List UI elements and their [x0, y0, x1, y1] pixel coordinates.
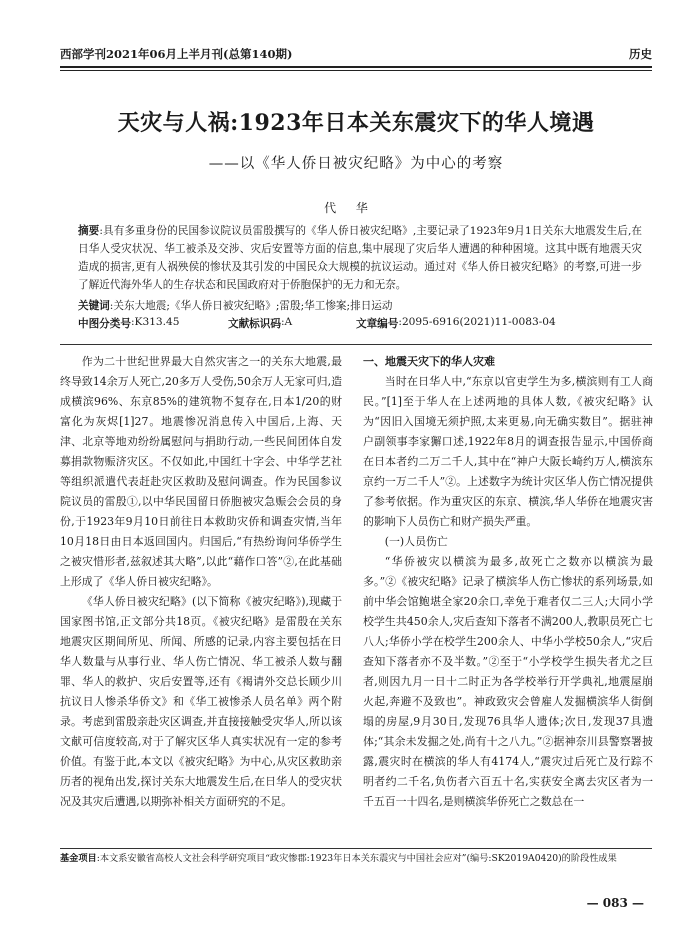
author-name: 代 华 [324, 201, 376, 215]
journal-header: 西部学刊2021年06月上半月刊(总第140期) [60, 47, 293, 61]
keywords [78, 297, 642, 315]
document-code [228, 316, 293, 331]
clc-label: 中图分类号 [78, 318, 131, 330]
funding-footnote [60, 851, 652, 867]
footnote-label: 基金项目 [60, 853, 97, 864]
body-paragraph: 《华人侨日被灾纪略》(以下简称《被灾纪略》),现藏于国家图书馆,正文部分共18页。《被灾纪略》是雷殷在关东地震灾区期间所见、所闻、所感的记录,内容主要包括在日华人数量与从事行业、华人伤亡情况、华工被杀人数与翻罪、华人的救护、灾后安置等,还有《褐请外交总长顾少川抗议日人惨杀华侨文》和《华工被惨杀人员名单》两个附录。考虑到雷殷亲赴灾区调查,并直接接触受灾华人,所以该文献可信度较高,对于了解灾区华人真实状况有一定的参考价值。有鉴于此,本文以《被灾纪略》为中心,从灾区救助亲历者的视角出发,探讨关东大地震发生后,在日华人的受灾状况及其灾后遭遇,以期弥补相关方面研究的不足。 [60, 595, 342, 808]
clc-value: :K313.45 [130, 316, 180, 328]
keywords-text: :关东大地震;《华人侨日被灾纪略》;雷殷;华工惨案;排日运动 [109, 300, 393, 312]
header-rule-thin [60, 70, 652, 71]
article-number [356, 316, 556, 331]
footnote-text: :本文系安徽省高校人文社会科学研究项目“政灾惨郡:1923年日本关东震灾与中国社会应对”(编号:SK2019A0420)的阶段性成果 [96, 853, 617, 864]
abstract-text: :具有多重身份的民国参议院议员雷殷撰写的《华人侨日被灾纪略》,主要记录了1923年9月1日关东大地震发生后,在日华人受灾状况、华工被杀及交涉、灾后安置等方面的信息,集中展现了灾后华人遭遇的种种困境。这其中既有地震天灾造成的损害,更有人祸殃侯的惨状及其引发的中国民众大规模的抗议运动。通过对《华人侨日被灾纪略》的考察,可进一步了解近代海外华人的生存状态和民国政府对于侨胞保护的无力和无奈。 [78, 225, 642, 291]
left-column [60, 352, 342, 812]
body-paragraph: “华侨被灾以横滨为最多,故死亡之数亦以横滨为最多。”②《被灾纪略》记录了横滨华人伤亡惨状的系列场景,如前中华会馆鲍堪全家20余口,幸免于难者仅二三人;大同小学校学生共450余人,灾后查知下落者不满200人,教职员死亡七八人;华侨小学在校学生200余人、中华小学校50余人,“灾后查知下落者亦不及半数。”②至于“小学校学生损失者尤之巨者,则因九月一日十二时正为各学校举行开学典礼,地震屋崩火起,奔避不及致也”。神政致灾会曾雇人发掘横滨华人街倒塌的房屋,9月30日,发现76具华人遗体;次日,发现37具遗体;“其余未发掘之处,尚有十之八九。”②据神奈川县警察署披露,震灾时在横滨的华人有4174人,“震灾过后死亡及行踪不明者约二千名,负伤者六百五十名,实获安全离去灾区者为一千五百一十四名,是则横滨华侨死亡之数总在一 [363, 555, 653, 808]
article-number-value: :2095-6916(2021)11-0083-04 [398, 316, 556, 328]
section-rule [60, 344, 652, 345]
abstract [78, 222, 642, 294]
section-heading: 一、地震天灾下的华人灾难 [363, 355, 495, 368]
body-paragraph: 作为二十世纪世界最大自然灾害之一的关东大地震,最终导致14余万人死亡,20多万人受伤,50余万人无家可归,造成横滨96%、东京85%的建筑物不复存在,日本1/20的财富化为灰烬[1]27。地震惨况消息传入中国后,上海、天津、北京等地劝纷纷属慰问与捐助行动,一些民间团体自发募捐款物赈济灾区。不仅如此,中国红十字会、中华学艺社等组织派遣代表赶赴灾区救助及慰问调查。作为民国参议院议员的雷殷①,以中华民国留日侨胞被灾急赈会会员的身份,于1923年9月10日前往日本救助灾侨和调查灾情,当年10月18日由日本返回国内。归国后,“有热纷询问华侨学生之被灾惜形者,兹叙述其大略”,以此“藉作口答”②,在此基础上形成了《华人侨日被灾纪略》。 [60, 355, 342, 588]
article-number-label: 文章编号 [356, 318, 399, 330]
article-title: 天灾与人祸:1923年日本关东震灾下的华人境遇 [117, 110, 595, 136]
header-rule [60, 66, 652, 68]
article-subtitle: ——以《华人侨日被灾纪略》为中心的考察 [208, 156, 504, 172]
doc-code-label: 文献标识码 [228, 318, 281, 330]
subsection-heading: (一)人员伤亡 [384, 535, 448, 548]
doc-code-value: :A [280, 316, 293, 328]
abstract-label: 摘要 [78, 225, 100, 237]
keywords-label: 关键词 [78, 300, 110, 312]
clc-number [78, 316, 180, 331]
footnote-rule [60, 848, 652, 849]
section-label: 历史 [629, 47, 652, 61]
running-header [60, 44, 652, 66]
page-number: — 083 — [586, 896, 644, 910]
body-paragraph: 当时在日华人中,“东京以官吏学生为多,横滨则有工人商民。”[1]至于华人在上述两地的具体人数,《被灾纪略》认为“因旧入国境无须护照,太来更易,向无确实数目”。据驻神户副领事李家獬口述,1922年8月的调查报告显示,中国侨商在日本者约二万二千人,其中在“神户大阪长崎约万人,横滨东京约一万二千人”②。上述数字为统计灾区华人伤亡情况提供了参考依据。作为重灾区的东京、横滨,华人华侨在地震灾害的影响下人员伤亡和财产损失严重。 [363, 375, 653, 528]
right-column [363, 352, 653, 812]
classification-line [78, 316, 642, 334]
